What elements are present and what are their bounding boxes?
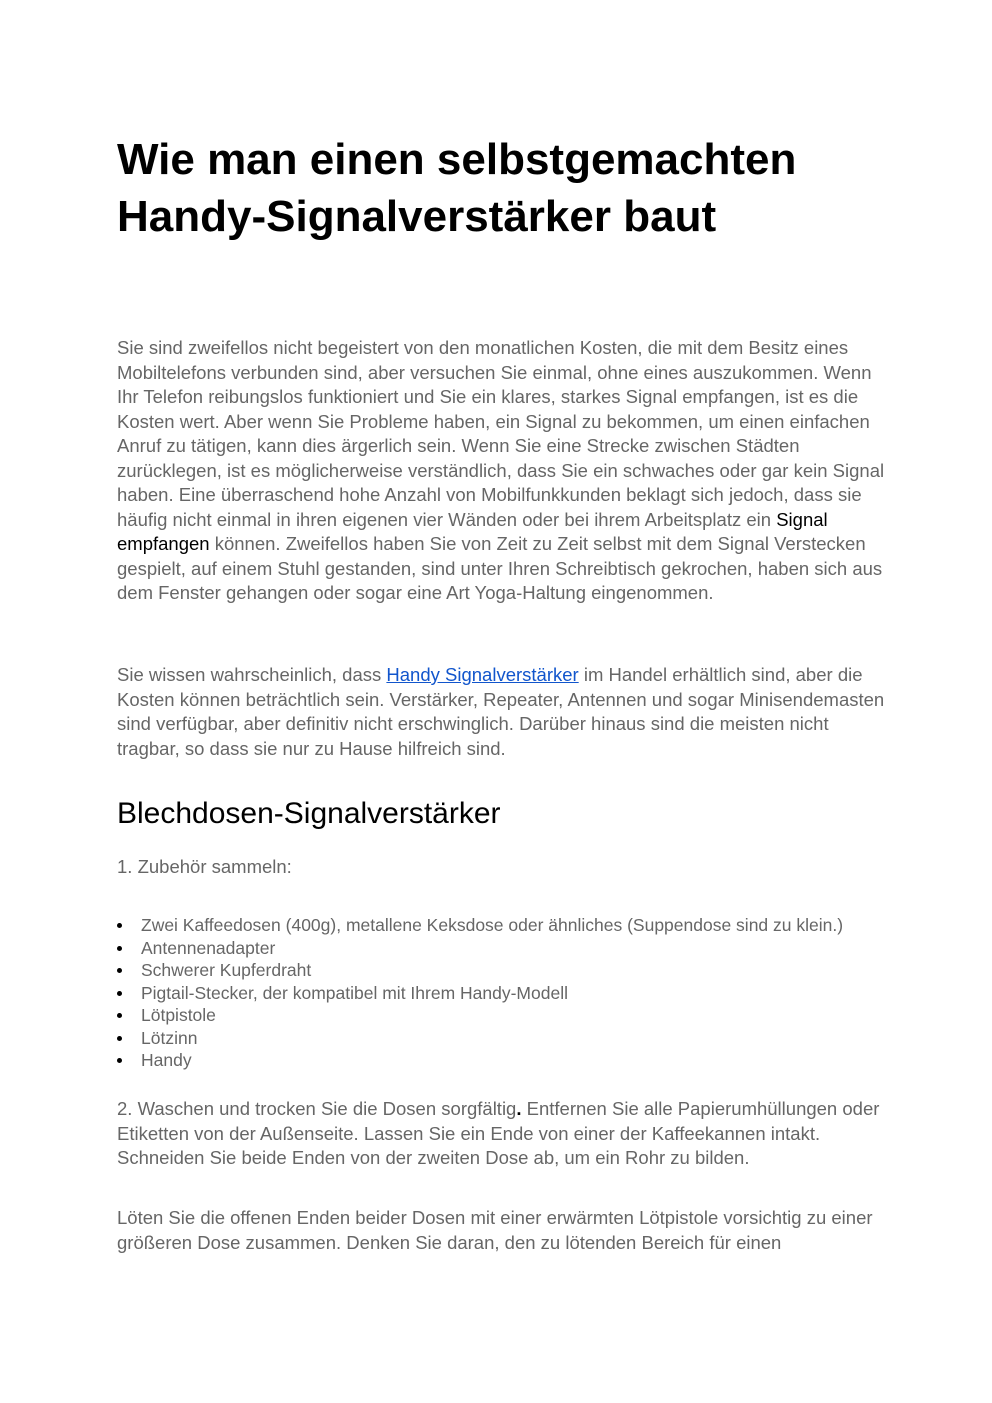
title-line-2: Handy-Signalverstärker baut xyxy=(117,192,717,241)
step-1-label: 1. Zubehör sammeln: xyxy=(117,856,292,877)
intro-highlight-text: Signal empfangen xyxy=(117,508,828,554)
list-item-text: Lötzinn xyxy=(141,1027,198,1048)
list-item xyxy=(117,1027,843,1050)
bullet-icon xyxy=(117,991,122,996)
second-paragraph xyxy=(117,663,887,761)
bullet-icon xyxy=(117,1013,122,1018)
list-item-text: Lötpistole xyxy=(141,1005,216,1025)
page-title xyxy=(117,131,897,245)
list-item xyxy=(117,1049,843,1072)
step-2-period: . xyxy=(516,1098,522,1119)
intro-text-part-2: können. Zweifellos haben Sie von Zeit zu Zeit selbst mit dem Signal Verstecken gespielt, auf einem Stuhl gestanden, sind unter Ihren Schreibtisch gekrochen, haben sich aus dem Fenster gehangen oder sogar eine Art Yoga-Haltung eingenommen. xyxy=(117,533,883,603)
second-text-part-2: im Handel erhältlich sind, aber die Kosten können beträchtlich sein. Verstärker, Repeater, Antennen und sogar Minisendemasten sind verfügbar, aber definitiv nicht erschwinglich. Darüber hinaus sind die meisten nicht tragbar, so dass sie nur zu Hause hilfreich sind. xyxy=(117,664,885,759)
step-3-paragraph: Löten Sie die offenen Enden beider Dosen mit einer erwärmten Lötpistole vorsichtig zu einer größeren Dose zusammen. Denken Sie daran, den zu lötenden Bereich für einen xyxy=(117,1207,873,1253)
title-line-1: Wie man einen selbstgemachten xyxy=(117,135,797,184)
bullet-icon xyxy=(117,968,122,973)
step-2-text-part-1: 2. Waschen und trocken Sie die Dosen sorgfältig xyxy=(117,1098,517,1119)
section-heading: Blechdosen-Signalverstärker xyxy=(117,797,501,830)
list-item xyxy=(117,982,843,1005)
step-2-text-part-2: Entfernen Sie alle Papierumhüllungen oder Etiketten von der Außenseite. Lassen Sie ein Ende von einer der Kaffeekannen intakt. Schneiden Sie beide Enden von der zweiten Dose ab, um ein Rohr zu bilden. xyxy=(117,1098,880,1168)
list-item-text: Schwerer Kupferdraht xyxy=(141,960,312,980)
list-item xyxy=(117,937,843,960)
list-item xyxy=(117,959,843,982)
intro-paragraph xyxy=(117,336,887,606)
bullet-icon xyxy=(117,1058,122,1063)
second-text-part-1: Sie wissen wahrscheinlich, dass xyxy=(117,664,387,685)
list-item-text: Antennenadapter xyxy=(141,937,276,958)
list-item-text: Handy xyxy=(141,1050,192,1070)
list-item-text: Pigtail-Stecker, der kompatibel mit Ihrem Handy-Modell xyxy=(141,982,568,1003)
bullet-icon xyxy=(117,946,122,951)
list-item-text: Zwei Kaffeedosen (400g), metallene Keksdose oder ähnliches (Suppendose sind zu klein.) xyxy=(141,915,844,935)
signal-booster-link[interactable]: Handy Signalverstärker xyxy=(386,664,579,685)
step-2-paragraph xyxy=(117,1097,887,1171)
bullet-icon xyxy=(117,923,122,928)
supplies-list xyxy=(117,914,843,1072)
list-item xyxy=(117,1004,843,1027)
list-item xyxy=(117,914,843,937)
bullet-icon xyxy=(117,1036,122,1041)
intro-text-part-1: Sie sind zweifellos nicht begeistert von den monatlichen Kosten, die mit dem Besitz eines Mobiltelefons verbunden sind, aber versuchen Sie einmal, ohne eines auszukommen. Wenn Ihr Telefon reibungslos funktioniert und Sie ein klares, starkes Signal empfangen, ist es die Kosten wert. Aber wenn Sie Probleme haben, ein Signal zu bekommen, um einen einfachen Anruf zu tätigen, kann dies ärgerlich sein. Wenn Sie eine Strecke zwischen Städten zurücklegen, ist es möglicherweise verständlich, dass Sie ein schwaches oder gar kein Signal haben. Eine überraschend hohe Anzahl von Mobilfunkkunden beklagt sich jedoch, dass sie häufig nicht einmal in ihren eigenen vier Wänden oder bei ihrem Arbeitsplatz ein xyxy=(117,337,885,530)
